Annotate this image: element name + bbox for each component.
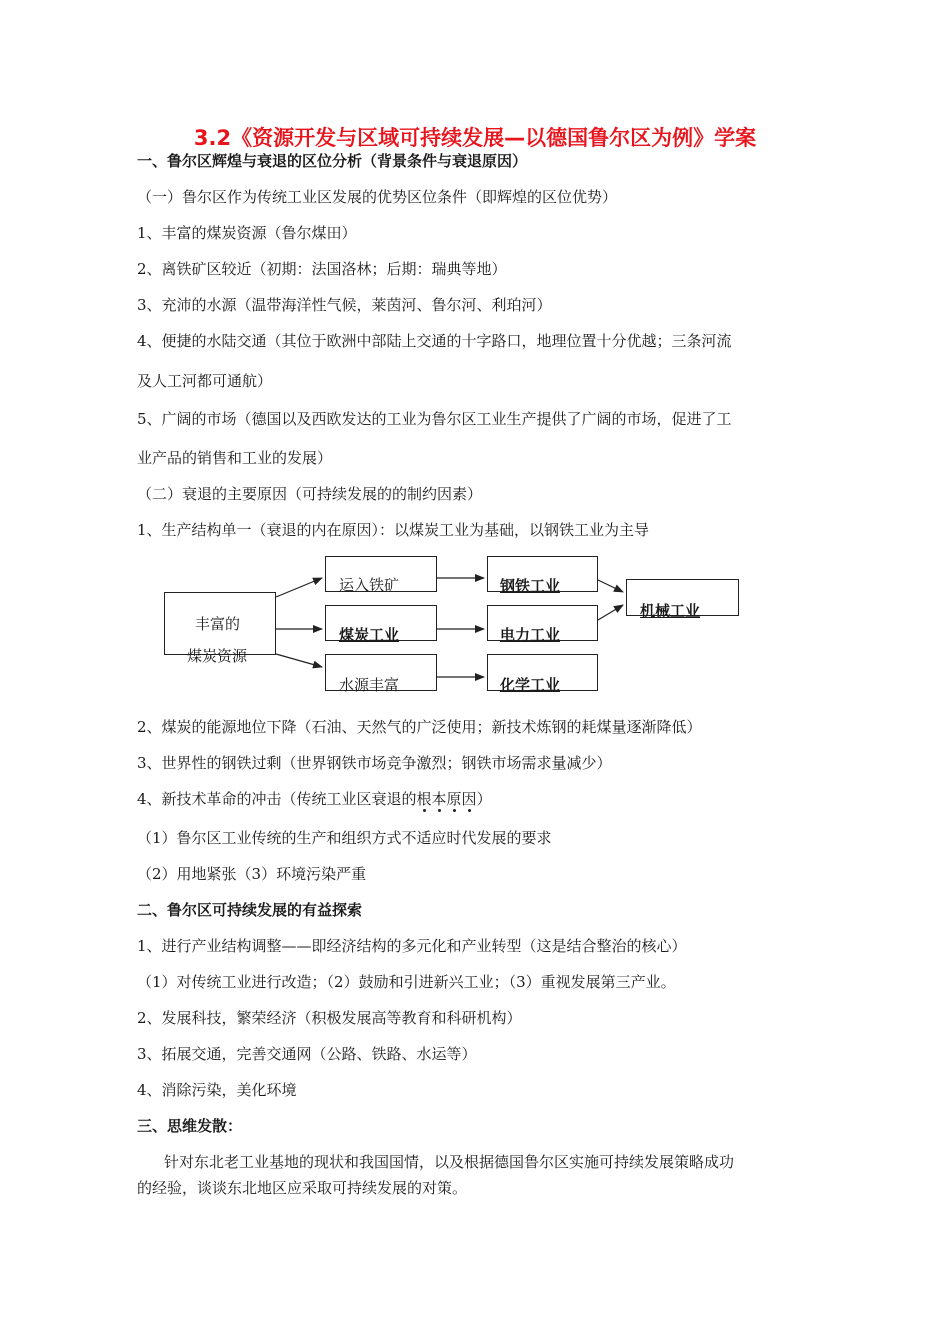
box-steel-industry bbox=[487, 556, 598, 595]
paragraph: 业产品的销售和工业的发展） bbox=[137, 449, 333, 467]
box-water bbox=[325, 654, 437, 694]
paragraph: （2）用地紧张（3）环境污染严重 bbox=[137, 865, 367, 883]
paragraph: 2、煤炭的能源地位下降（石油、天然气的广泛使用；新技术炼钢的耗煤量逐渐降低） bbox=[137, 718, 702, 736]
paragraph: 5、广阔的市场（德国以及西欧发达的工业为鲁尔区工业生产提供了广阔的市场，促进了工 bbox=[137, 410, 732, 428]
paragraph: 3、世界性的钢铁过剩（世界钢铁市场竞争激烈；钢铁市场需求量减少） bbox=[137, 754, 612, 772]
arrow-power-to-machinery bbox=[598, 605, 623, 620]
box-label: 水源丰富 bbox=[339, 676, 400, 694]
box-label: 煤炭资源 bbox=[187, 647, 248, 665]
box-label: 化学工业 bbox=[500, 676, 561, 694]
paragraph: 4、消除污染，美化环境 bbox=[137, 1081, 297, 1099]
emphasis-dots bbox=[417, 809, 477, 815]
paragraph bbox=[137, 789, 827, 809]
arrow-source-to-water bbox=[276, 654, 322, 667]
box-chemical-industry bbox=[487, 654, 598, 694]
emphasized-text bbox=[417, 790, 477, 808]
text-run: 4、新技术革命的冲击（传统工业区衰退的 bbox=[137, 790, 417, 808]
paragraph: 1、进行产业结构调整——即经济结构的多元化和产业转型（这是结合整治的核心） bbox=[137, 937, 687, 955]
text-run: ） bbox=[476, 790, 492, 808]
box-coal-industry bbox=[325, 605, 437, 644]
box-machinery-industry bbox=[626, 579, 739, 620]
box-iron-ore bbox=[325, 556, 437, 592]
paragraph: 4、便捷的水陆交通（其位于欧洲中部陆上交通的十字路口，地理位置十分优越；三条河流 bbox=[137, 332, 732, 350]
paragraph: 3、充沛的水源（温带海洋性气候，莱茵河、鲁尔河、利珀河） bbox=[137, 296, 552, 314]
text-run: 根本原因 bbox=[416, 790, 477, 808]
box-coal-resource bbox=[164, 592, 276, 665]
paragraph: 2、离铁矿区较近（初期：法国洛林；后期：瑞典等地） bbox=[137, 260, 507, 278]
subsection-heading-1: （一）鲁尔区作为传统工业区发展的优势区位条件（即辉煌的区位优势） bbox=[137, 188, 618, 206]
paragraph: 1、生产结构单一（衰退的内在原因）：以煤炭工业为基础，以钢铁工业为主导 bbox=[137, 521, 650, 539]
paragraph: （1）鲁尔区工业传统的生产和组织方式不适应时代发展的要求 bbox=[137, 829, 552, 847]
paragraph: 2、发展科技，繁荣经济（积极发展高等教育和科研机构） bbox=[137, 1009, 522, 1027]
paragraph: （1）对传统工业进行改造；（2）鼓励和引进新兴工业；（3）重视发展第三产业。 bbox=[137, 973, 676, 991]
paragraph: 针对东北老工业基地的现状和我国国情，以及根据德国鲁尔区实施可持续发展策略成功 bbox=[164, 1153, 735, 1171]
box-label: 煤炭工业 bbox=[339, 626, 400, 644]
box-label: 电力工业 bbox=[500, 626, 561, 644]
box-label: 运入铁矿 bbox=[339, 576, 400, 594]
paragraph: 的经验，谈谈东北地区应采取可持续发展的对策。 bbox=[137, 1179, 468, 1197]
paragraph: 3、拓展交通，完善交通网（公路、铁路、水运等） bbox=[137, 1045, 477, 1063]
box-label: 机械工业 bbox=[640, 602, 701, 620]
section-heading-3: 三、思维发散： bbox=[137, 1117, 243, 1135]
section-heading-2: 二、鲁尔区可持续发展的有益探索 bbox=[137, 901, 363, 919]
document-title: 3.2《资源开发与区域可持续发展—以德国鲁尔区为例》学案 bbox=[193, 126, 757, 150]
arrow-source-to-iron bbox=[276, 578, 322, 597]
subsection-heading-2: （二）衰退的主要原因（可持续发展的的制约因素） bbox=[137, 485, 483, 503]
paragraph: 及人工河都可通航） bbox=[137, 372, 273, 390]
box-label: 丰富的 bbox=[195, 615, 241, 633]
box-power-industry bbox=[487, 605, 598, 644]
arrow-steel-to-machinery bbox=[598, 580, 623, 592]
box-label: 钢铁工业 bbox=[500, 577, 561, 595]
paragraph: 1、丰富的煤炭资源（鲁尔煤田） bbox=[137, 224, 357, 242]
section-heading-1: 一、鲁尔区辉煌与衰退的区位分析（背景条件与衰退原因） bbox=[137, 152, 528, 170]
